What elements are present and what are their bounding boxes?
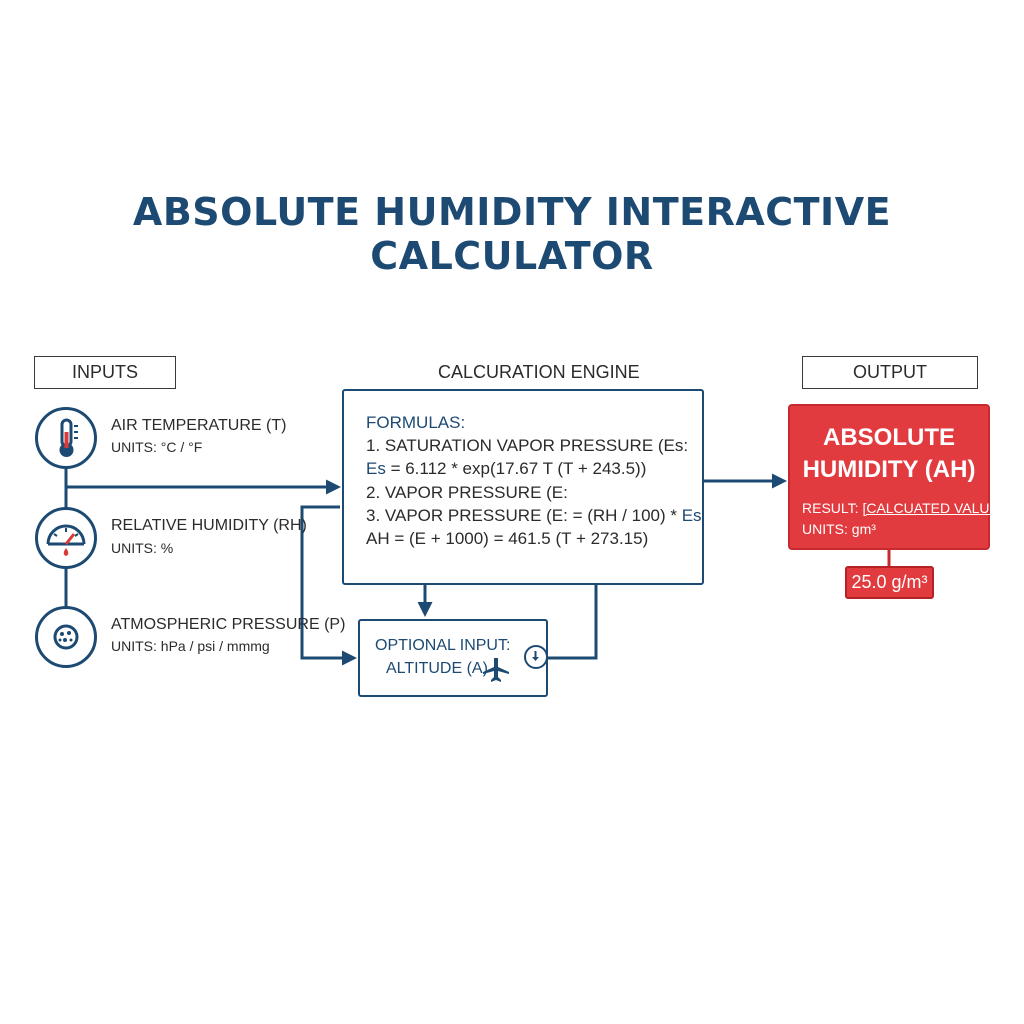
output-units: UNITS: gm³ [802, 521, 876, 537]
thermometer-icon [35, 407, 97, 469]
input-temperature-units: UNITS: °C / °F [111, 439, 203, 455]
input-pressure-units: UNITS: hPa / psi / mmmg [111, 638, 270, 654]
inputs-header: INPUTS [34, 356, 176, 389]
input-pressure-title: ATMOSPHERIC PRESSURE (P) [111, 616, 346, 633]
formula-es-ref: Es [681, 506, 702, 525]
optional-altitude-label: ALTITUDE (A) [386, 660, 488, 677]
optional-input-box[interactable] [358, 619, 548, 697]
output-result [802, 500, 1003, 516]
formula-line-4 [366, 506, 702, 526]
input-humidity-units: UNITS: % [111, 540, 174, 556]
output-result-label: RESULT: [802, 500, 863, 516]
output-header: OUTPUT [802, 356, 978, 389]
input-humidity-title: RELATIVE HUMIDITY (RH) [111, 517, 307, 534]
formulas-label: FORMULAS: [366, 413, 466, 432]
output-box [788, 404, 1003, 550]
page-title: ABSOLUTE HUMIDITY INTERACTIVE CALCULATOR [132, 190, 892, 278]
calculation-engine-box [342, 389, 704, 585]
engine-header: CALCURATION ENGINE [438, 362, 640, 382]
connector-optional-to-engine [548, 583, 596, 658]
output-title-line1: ABSOLUTE [823, 424, 955, 451]
formula-line-1: 1. SATURATION VAPOR PRESSURE (Es: [366, 436, 689, 455]
output-title-line2: HUMIDITY (AH) [802, 456, 976, 483]
formula-line-2 [366, 459, 646, 479]
formula-line-3: 2. VAPOR PRESSURE (E: [366, 483, 568, 502]
airplane-icon [482, 657, 510, 683]
down-arrow-circle-icon[interactable] [524, 645, 548, 669]
formula-e-expression: 3. VAPOR PRESSURE (E: = (RH / 100) * [366, 506, 682, 525]
pressure-icon [35, 606, 97, 668]
output-value-badge: 25.0 g/m³ [845, 566, 934, 599]
input-temperature-title: AIR TEMPERATURE (T) [111, 417, 287, 434]
formula-es-symbol: Es [366, 459, 386, 478]
output-result-value: [CALCUATED VALUE] [862, 500, 1003, 516]
optional-input-label: OPTIONAL INPUT: [375, 637, 511, 654]
formula-line-5: AH = (E + 1000) = 461.5 (T + 273.15) [366, 529, 649, 548]
formula-es-expression: = 6.112 * exp(17.67 T (T + 243.5)) [385, 459, 647, 478]
gauge-icon [35, 507, 97, 569]
